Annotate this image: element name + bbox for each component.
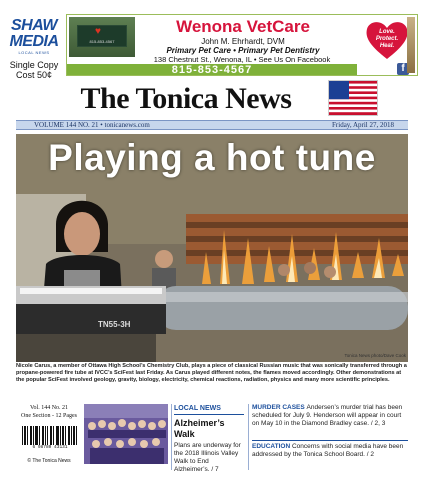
local-news-subhead[interactable]: Alzheimer’s Walk	[174, 418, 225, 439]
shaw-media-logo	[6, 18, 62, 55]
clinic-sign-photo	[69, 17, 135, 57]
brand-line3: LOCAL NEWS	[18, 50, 50, 55]
ad-address: 138 Chestnut St., Wenona, IL • See Us On Facebook	[153, 55, 331, 64]
brand-line2: MEDIA	[9, 33, 59, 50]
ad-phone: 815-853-4567	[67, 64, 357, 76]
single-copy-label: Single Copy	[9, 60, 59, 70]
volume-issue: VOLUME 144 NO. 21 • tonicanews.com	[34, 121, 150, 129]
issue-date: Friday, April 27, 2018	[332, 121, 394, 129]
us-flag-icon	[328, 80, 378, 116]
ad-services: Primary Pet Care • Primary Pet Dentistry	[166, 46, 320, 55]
dateline-bar	[16, 120, 408, 130]
volume-number: Vol. 144 No. 21	[29, 405, 69, 411]
newspaper-title: The Tonica News	[80, 82, 292, 115]
murder-cases-teaser[interactable]	[252, 404, 408, 428]
education-teaser[interactable]	[252, 440, 408, 459]
column-divider	[171, 404, 172, 470]
local-news-body: Plans are underway for the 2018 Illinois Valley Walk to End Alzheimer’s. / 7	[174, 442, 241, 473]
local-news-kicker: LOCAL NEWS	[174, 404, 244, 415]
brand-line1: SHAW	[11, 17, 57, 34]
section-count: One Section - 12 Pages	[21, 413, 77, 419]
slogan-love: Love.	[379, 29, 395, 35]
slogan-heart	[365, 19, 409, 61]
barcode-icon	[20, 425, 80, 451]
facebook-icon[interactable]: f	[397, 63, 409, 75]
photo-caption: Nicole Carus, a member of Ottawa High School’s Chemistry Club, plays a piece of classical Russian music that was sonically transferred through a propane-powered fire tube at IVCC’s SciFest last Friday. As Carus played different notes, the flames moved accordingly. Other demonstrations at the popular SciFest involved geology, gravity, biology, electricity, chemical reactions, radiation, physics and many more scientific principles.	[16, 363, 407, 383]
teaser-body: Concerns with social media have been addressed by the Tonica School Board. / 2	[252, 443, 404, 458]
copyright: © The Tonica News	[27, 458, 71, 464]
vetcare-ad[interactable]	[66, 14, 418, 76]
main-photo[interactable]	[16, 134, 408, 362]
teaser-kicker: EDUCATION	[252, 443, 292, 450]
heart-icon: ♥	[95, 26, 101, 37]
slogan-heal: Heal.	[379, 43, 395, 49]
right-teasers	[252, 404, 408, 458]
volume-box	[16, 404, 82, 420]
sign-phone: 815-853-4567	[89, 39, 115, 44]
ad-title: Wenona VetCare	[176, 17, 310, 36]
barcode-number: 6 98780 43131	[32, 445, 68, 450]
price-label: Cost 50¢	[15, 70, 53, 80]
column-divider	[248, 404, 249, 470]
keyboard-label: TN55-3H	[98, 320, 131, 329]
slogan-protect: Protect.	[375, 36, 399, 42]
photo-credit: Tonica News photo/Dave Cook	[344, 353, 406, 358]
main-headline[interactable]: Playing a hot tune	[48, 137, 376, 178]
local-news-teaser[interactable]	[174, 404, 244, 474]
ad-people-photo	[407, 17, 415, 73]
ad-doctor: John M. Ehrhardt, DVM	[201, 37, 285, 46]
price-box	[4, 60, 64, 80]
teaser-kicker: MURDER CASES	[252, 404, 307, 411]
alzheimers-walk-photo[interactable]	[84, 404, 168, 464]
teaser-body: Andersen’s murder trial has been scheduled for July 9. Henderson will appear in court on May 10 in the Diamond Bradley case. / 2, 3	[252, 404, 403, 427]
